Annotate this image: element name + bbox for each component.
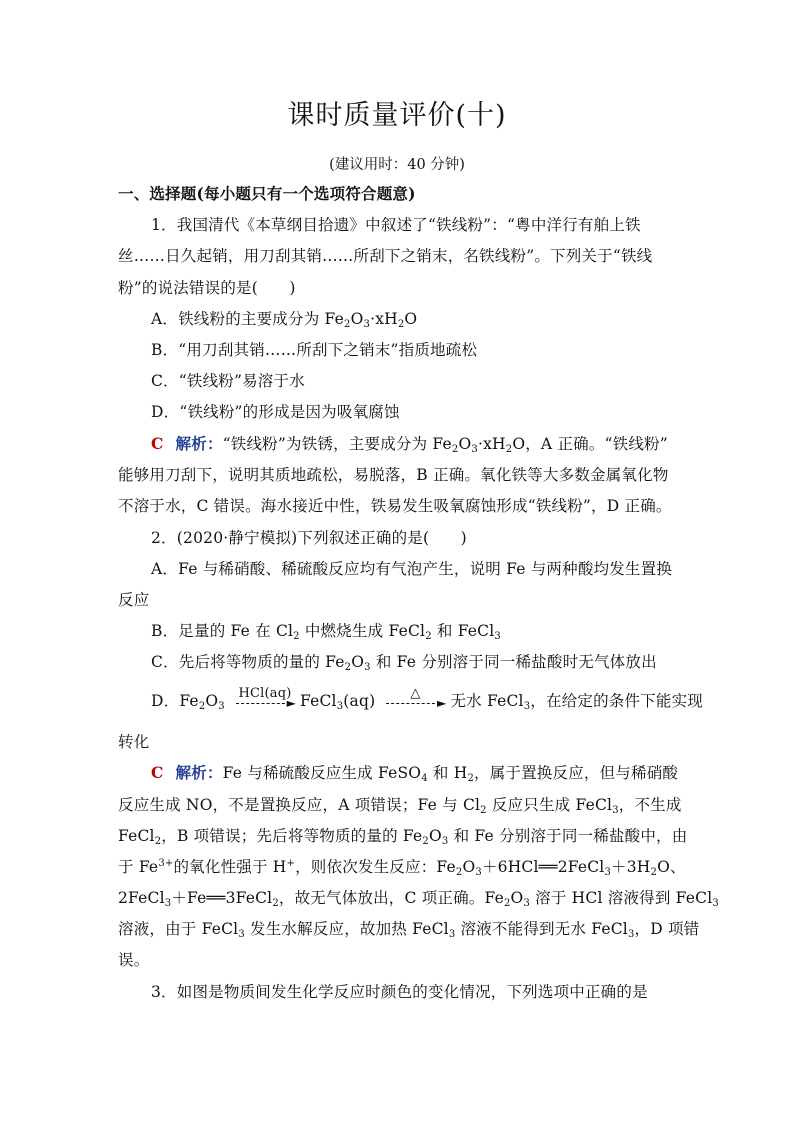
q1-option-d: D．“铁线粉”的形成是因为吸氧腐蚀	[151, 403, 400, 421]
section-heading: 一、选择题(每小题只有一个选项符合题意)	[118, 184, 416, 203]
reaction-arrow-hcl: HCl(aq) ►	[234, 692, 296, 712]
time-note: (建议用时：40 分钟)	[329, 157, 465, 173]
q1-answer: C	[151, 434, 164, 453]
page-title: 课时质量评价(十)	[287, 100, 507, 131]
q2-explanation-line4: 于 $Fe^{3+}$的氧化性强于 H+，则依次发生反应：$Fe_2O_3+6HCl══2FeCl_3+3H_2O$、	[118, 858, 686, 878]
q1-stem-line3: 粉”的说法错误的是( )	[118, 279, 296, 297]
q2-explanation-line7: 误。	[118, 951, 150, 969]
q1-option-c: C．“铁线粉”易溶于水	[151, 372, 305, 390]
q1-stem-line1: 1．我国清代《本草纲目拾遗》中叙述了“铁线粉”：“粤中洋行有舶上铁	[151, 216, 641, 234]
q2-option-b: B．足量的 Fe 在 $Cl_2$ 中燃烧生成 FeCl$_2$ 和 FeCl$_3$	[151, 622, 501, 642]
q2-stem: 2．(2020·静宁模拟)下列叙述正确的是( )	[151, 529, 467, 547]
q2-option-c: C．先后将等物质的量的 $Fe_2O_3$ 和 Fe 分别溶于同一稀盐酸时无气体放出	[151, 653, 657, 673]
q1-jiexi-label: 解析：	[175, 434, 223, 453]
q2-answer: C	[151, 763, 164, 782]
q2-jiexi-label: 解析：	[175, 763, 223, 782]
q2-explanation-line6: 溶液，由于 FeCl$_3$ 发生水解反应，故加热 FeCl$_3$ 溶液不能得到无水 FeCl$_3$，D 项错	[118, 920, 700, 940]
q2-explanation-line2: 反应生成 NO，不是置换反应，A 项错误；Fe 与 $Cl_2$ 反应只生成 FeCl$_3$，不生成	[118, 796, 682, 816]
q3-stem: 3．如图是物质间发生化学反应时颜色的变化情况，下列选项中正确的是	[151, 983, 648, 1001]
arrow-head-icon: ►	[286, 696, 296, 710]
q2-explanation-line3: FeCl$_2$，B 项错误；先后将等物质的量的 $Fe_2O_3$ 和 Fe 分别溶于同一稀盐酸中，由	[118, 827, 688, 847]
arrow-head-icon: ►	[437, 696, 447, 710]
q1-explanation-line1: C 解析：“铁线粉”为铁锈，主要成分为 $Fe_2O_3\cdot xH_2O$，A 正确。“铁线粉”	[151, 434, 668, 455]
q1-explanation-line2: 能够用刀刮下，说明其质地疏松，易脱落，B 正确。氧化铁等大多数金属氧化物	[118, 466, 669, 484]
q2-explanation-line5: 2FeCl$_3$＋Fe══3FeCl$_2$，故无气体放出，C 项正确。$Fe_2O_3$ 溶于 HCl 溶液得到 FeCl$_3$	[118, 889, 719, 909]
q1-option-b: B．“用刀刮其销……所刮下之销末”指质地疏松	[151, 341, 478, 359]
q2-explanation-line1: C 解析：Fe 与稀硫酸反应生成 FeSO$_4$ 和 $H_2$，属于置换反应，但与稀硝酸	[151, 763, 679, 784]
q2-option-d-line1: D．$Fe_2O_3$ HCl(aq) ► FeCl$_3$(aq) △ ► 无水 FeCl$_3$，在给定的条件下能实现	[151, 686, 703, 712]
q1-stem-line2: 丝……日久起销，用刀刮其销……所刮下之销末，名铁线粉”。下列关于“铁线	[118, 247, 653, 265]
q1-option-a: A．铁线粉的主要成分为 $Fe_2O_3\cdot xH_2O$	[151, 310, 418, 330]
reaction-arrow-heat: △ ►	[384, 692, 446, 712]
q2-option-a-line1: A．Fe 与稀硝酸、稀硫酸反应均有气泡产生，说明 Fe 与两种酸均发生置换	[151, 560, 673, 578]
q1-explanation-line3: 不溶于水，C 错误。海水接近中性，铁易发生吸氧腐蚀形成“铁线粉”，D 正确。	[118, 497, 672, 515]
q2-option-d-line2: 转化	[118, 733, 150, 751]
q2-option-a-line2: 反应	[118, 591, 150, 609]
